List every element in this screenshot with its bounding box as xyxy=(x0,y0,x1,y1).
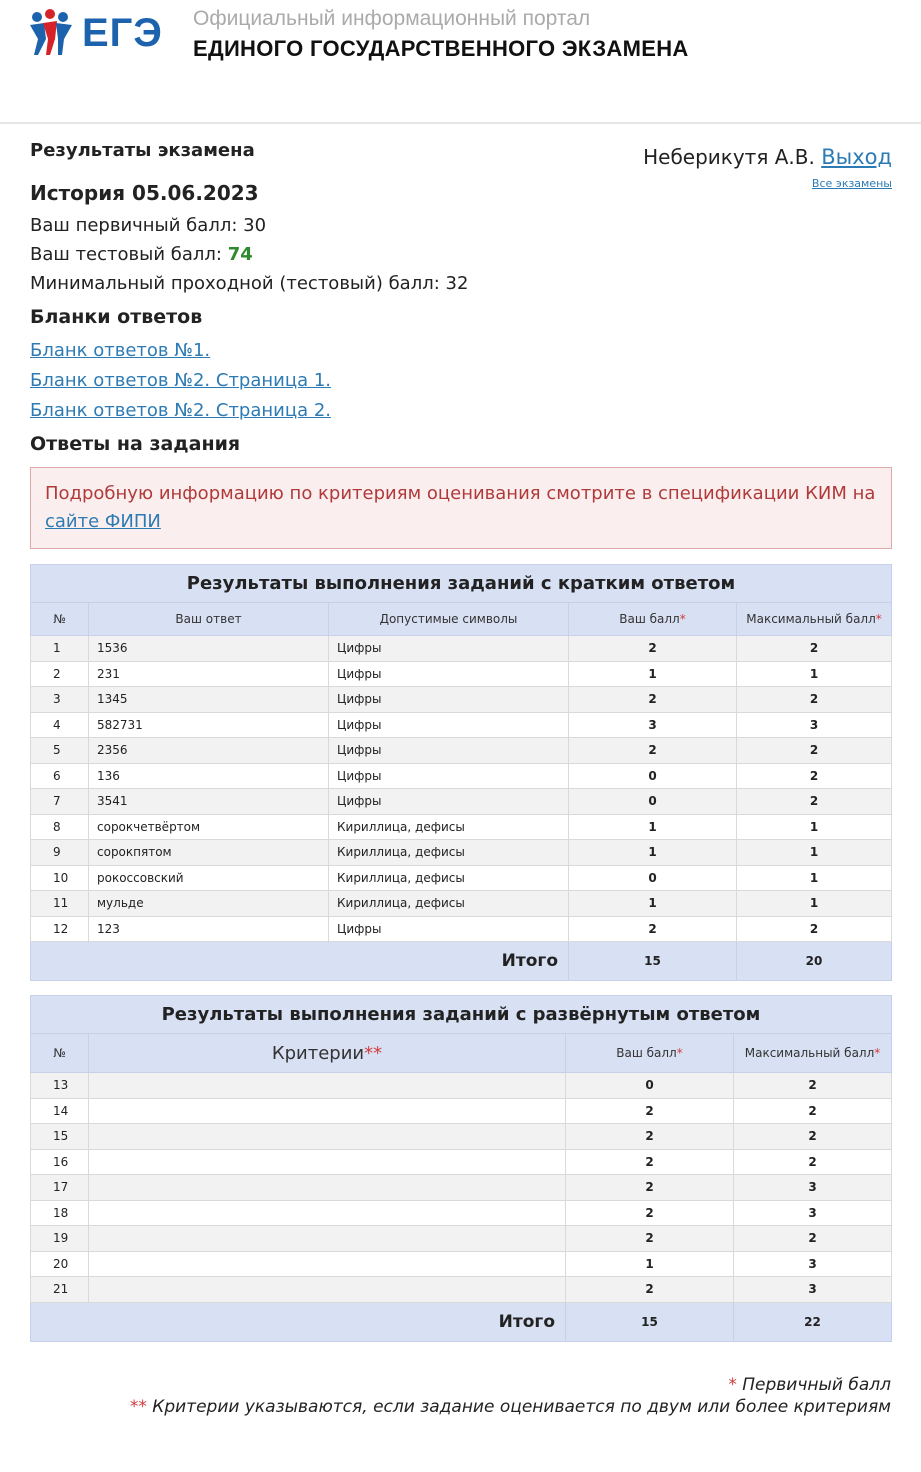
table-row xyxy=(31,865,892,891)
task-number: 6 xyxy=(31,763,89,789)
task-number: 1 xyxy=(31,636,89,662)
your-answer: 582731 xyxy=(89,712,329,738)
total-score: 15 xyxy=(569,942,737,981)
your-answer: 231 xyxy=(89,661,329,687)
table-row xyxy=(31,738,892,764)
max-score: 1 xyxy=(737,840,892,866)
task-number: 3 xyxy=(31,687,89,713)
max-score: 2 xyxy=(734,1149,892,1175)
task-number: 12 xyxy=(31,916,89,942)
blank-link-1[interactable]: Бланк ответов №1. xyxy=(30,340,211,361)
total-score: 15 xyxy=(566,1302,734,1341)
criteria-cell xyxy=(89,1200,566,1226)
table-row xyxy=(31,1149,892,1175)
user-name: Неберикутя А.В. xyxy=(643,145,815,169)
your-score: 2 xyxy=(566,1226,734,1252)
allowed-symbols: Цифры xyxy=(329,661,569,687)
allowed-symbols: Цифры xyxy=(329,763,569,789)
allowed-symbols: Цифры xyxy=(329,916,569,942)
table-row xyxy=(31,661,892,687)
min-score-label: Минимальный проходной (тестовый) балл: xyxy=(30,273,440,294)
col-max: Максимальный балл* xyxy=(734,1034,892,1073)
max-score: 1 xyxy=(737,814,892,840)
max-score: 2 xyxy=(737,687,892,713)
primary-score xyxy=(30,215,892,236)
your-score: 0 xyxy=(569,789,737,815)
max-score: 3 xyxy=(734,1277,892,1303)
your-score: 2 xyxy=(566,1098,734,1124)
main-content xyxy=(30,140,892,1342)
max-score: 2 xyxy=(737,916,892,942)
criteria-cell xyxy=(89,1277,566,1303)
total-label: Итого xyxy=(31,1302,566,1341)
total-row xyxy=(31,1302,892,1341)
portal-title: ЕДИНОГО ГОСУДАРСТВЕННОГО ЭКЗАМЕНА xyxy=(193,36,689,61)
your-answer: 1345 xyxy=(89,687,329,713)
your-answer: рокоссовский xyxy=(89,865,329,891)
table-row xyxy=(31,789,892,815)
your-answer: 123 xyxy=(89,916,329,942)
test-score xyxy=(30,244,892,265)
table-row xyxy=(31,1098,892,1124)
your-score: 1 xyxy=(569,840,737,866)
max-score: 2 xyxy=(737,636,892,662)
alert-text: Подробную информацию по критериям оценивания смотрите в спецификации КИМ на xyxy=(45,483,876,504)
footnotes xyxy=(130,1374,891,1418)
your-answer: 2356 xyxy=(89,738,329,764)
task-number: 19 xyxy=(31,1226,89,1252)
task-number: 13 xyxy=(31,1073,89,1099)
all-exams-link[interactable]: Все экзамены xyxy=(811,177,892,190)
col-symbols: Допустимые символы xyxy=(329,603,569,636)
your-score: 2 xyxy=(569,738,737,764)
task-number: 5 xyxy=(31,738,89,764)
total-max: 20 xyxy=(737,942,892,981)
max-score: 1 xyxy=(737,865,892,891)
table-row xyxy=(31,814,892,840)
table-row xyxy=(31,1226,892,1252)
task-number: 7 xyxy=(31,789,89,815)
table-row xyxy=(31,1251,892,1277)
allowed-symbols: Цифры xyxy=(329,789,569,815)
total-label: Итого xyxy=(31,942,569,981)
short-table-title: Результаты выполнения заданий с кратким ответом xyxy=(30,564,892,602)
task-number: 8 xyxy=(31,814,89,840)
your-score: 0 xyxy=(569,763,737,789)
your-score: 1 xyxy=(569,891,737,917)
criteria-cell xyxy=(89,1149,566,1175)
max-score: 3 xyxy=(737,712,892,738)
table-row xyxy=(31,1277,892,1303)
answers-heading: Ответы на задания xyxy=(30,433,241,455)
fipi-link[interactable]: сайте ФИПИ xyxy=(45,511,161,532)
user-block xyxy=(643,145,892,190)
max-score: 2 xyxy=(734,1124,892,1150)
ege-logo-icon xyxy=(28,9,78,57)
your-answer: мульде xyxy=(89,891,329,917)
criteria-cell xyxy=(89,1226,566,1252)
col-max: Максимальный балл* xyxy=(737,603,892,636)
task-number: 14 xyxy=(31,1098,89,1124)
blank-link-2-page-1[interactable]: Бланк ответов №2. Страница 1. xyxy=(30,370,332,391)
your-score: 2 xyxy=(566,1149,734,1175)
logout-link[interactable]: Выход xyxy=(821,145,892,169)
long-answer-table xyxy=(30,995,892,1342)
total-max: 22 xyxy=(734,1302,892,1341)
max-score: 1 xyxy=(737,661,892,687)
task-number: 9 xyxy=(31,840,89,866)
table-row xyxy=(31,840,892,866)
task-number: 15 xyxy=(31,1124,89,1150)
table-row xyxy=(31,636,892,662)
your-score: 0 xyxy=(569,865,737,891)
allowed-symbols: Кириллица, дефисы xyxy=(329,814,569,840)
max-score: 3 xyxy=(734,1175,892,1201)
your-score: 2 xyxy=(569,687,737,713)
col-num: № xyxy=(31,603,89,636)
blanks-heading: Бланки ответов xyxy=(30,306,203,328)
your-score: 1 xyxy=(569,814,737,840)
table-row xyxy=(31,1175,892,1201)
table-row xyxy=(31,891,892,917)
primary-score-label: Ваш первичный балл: xyxy=(30,215,238,236)
primary-score-value: 30 xyxy=(243,215,267,236)
allowed-symbols: Кириллица, дефисы xyxy=(329,865,569,891)
footnote-criteria: ** Критерии указываются, если задание оценивается по двум или более критериям xyxy=(129,1397,891,1417)
col-criteria: Критерии** xyxy=(89,1034,566,1073)
your-score: 1 xyxy=(566,1251,734,1277)
test-score-value: 74 xyxy=(227,244,253,265)
your-answer: 3541 xyxy=(89,789,329,815)
min-score xyxy=(30,273,892,294)
your-answer: 136 xyxy=(89,763,329,789)
short-answer-table xyxy=(30,564,892,981)
table-row xyxy=(31,1200,892,1226)
task-number: 18 xyxy=(31,1200,89,1226)
col-num: № xyxy=(31,1034,89,1073)
your-score: 2 xyxy=(566,1124,734,1150)
long-table-title: Результаты выполнения заданий с развёрнутым ответом xyxy=(30,995,892,1033)
max-score: 2 xyxy=(734,1226,892,1252)
table-row xyxy=(31,763,892,789)
your-answer: 1536 xyxy=(89,636,329,662)
allowed-symbols: Кириллица, дефисы xyxy=(329,840,569,866)
table-row xyxy=(31,687,892,713)
your-score: 2 xyxy=(569,916,737,942)
allowed-symbols: Цифры xyxy=(329,636,569,662)
test-score-label: Ваш тестовый балл: xyxy=(30,244,222,265)
exam-title: История 05.06.2023 xyxy=(30,181,259,205)
max-score: 2 xyxy=(737,763,892,789)
criteria-cell xyxy=(89,1251,566,1277)
allowed-symbols: Цифры xyxy=(329,738,569,764)
ege-logo[interactable] xyxy=(28,8,163,58)
your-answer: сорокчетвёртом xyxy=(89,814,329,840)
footnote-primary: * Первичный балл xyxy=(728,1375,891,1395)
task-number: 2 xyxy=(31,661,89,687)
allowed-symbols: Кириллица, дефисы xyxy=(329,891,569,917)
your-score: 2 xyxy=(566,1200,734,1226)
blank-link-2-page-2[interactable]: Бланк ответов №2. Страница 2. xyxy=(30,400,332,421)
max-score: 3 xyxy=(734,1251,892,1277)
criteria-alert xyxy=(30,467,892,549)
task-number: 17 xyxy=(31,1175,89,1201)
portal-subtitle: Официальный информационный портал xyxy=(193,7,591,30)
your-score: 0 xyxy=(566,1073,734,1099)
your-answer: сорокпятом xyxy=(89,840,329,866)
your-score: 3 xyxy=(569,712,737,738)
task-number: 11 xyxy=(31,891,89,917)
allowed-symbols: Цифры xyxy=(329,712,569,738)
col-answer: Ваш ответ xyxy=(89,603,329,636)
max-score: 3 xyxy=(734,1200,892,1226)
criteria-cell xyxy=(89,1175,566,1201)
your-score: 2 xyxy=(569,636,737,662)
table-row xyxy=(31,1073,892,1099)
your-score: 1 xyxy=(569,661,737,687)
page-title: Результаты экзамена xyxy=(30,140,255,161)
max-score: 2 xyxy=(734,1098,892,1124)
task-number: 4 xyxy=(31,712,89,738)
logo-text: ЕГЭ xyxy=(82,10,163,55)
max-score: 2 xyxy=(737,738,892,764)
col-score: Ваш балл* xyxy=(566,1034,734,1073)
criteria-cell xyxy=(89,1098,566,1124)
task-number: 16 xyxy=(31,1149,89,1175)
your-score: 2 xyxy=(566,1175,734,1201)
min-score-value: 32 xyxy=(445,273,469,294)
site-header xyxy=(0,0,921,124)
criteria-cell xyxy=(89,1073,566,1099)
max-score: 2 xyxy=(734,1073,892,1099)
table-row xyxy=(31,916,892,942)
max-score: 2 xyxy=(737,789,892,815)
max-score: 1 xyxy=(737,891,892,917)
your-score: 2 xyxy=(566,1277,734,1303)
task-number: 20 xyxy=(31,1251,89,1277)
criteria-cell xyxy=(89,1124,566,1150)
table-row xyxy=(31,1124,892,1150)
task-number: 10 xyxy=(31,865,89,891)
col-score: Ваш балл* xyxy=(569,603,737,636)
total-row xyxy=(31,942,892,981)
task-number: 21 xyxy=(31,1277,89,1303)
allowed-symbols: Цифры xyxy=(329,687,569,713)
table-row xyxy=(31,712,892,738)
